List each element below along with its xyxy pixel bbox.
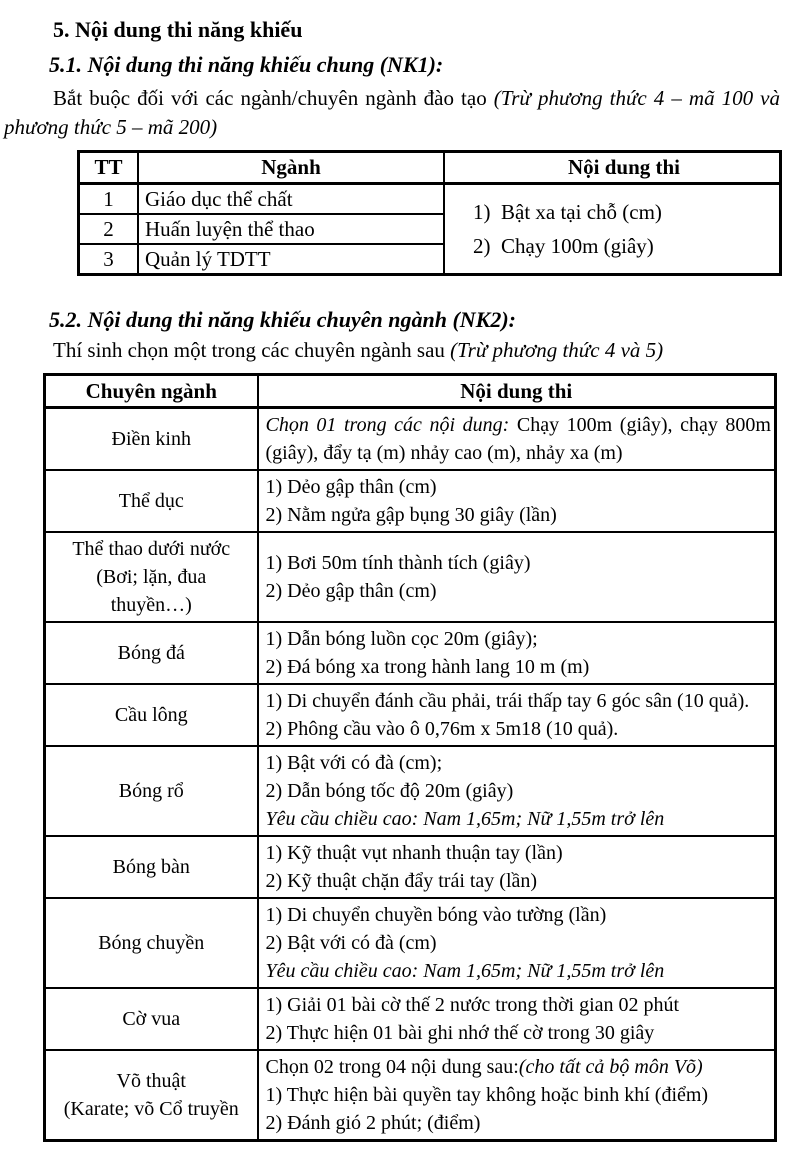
shared-test-content-cell bbox=[444, 184, 781, 275]
text-segment: Yêu cầu chiều cao: Nam 1,65m; Nữ 1,55m trở lên bbox=[265, 808, 665, 830]
header-row bbox=[45, 375, 776, 408]
table-row bbox=[45, 684, 776, 746]
specialization-line: Cờ vua bbox=[122, 1008, 181, 1030]
test-content-cell bbox=[258, 746, 776, 836]
specialization-line: Võ thuật bbox=[116, 1070, 186, 1092]
text-segment: 1) Giải 01 bài cờ thế 2 nước trong thời gian 02 phút bbox=[265, 994, 680, 1016]
row-number-cell: 2 bbox=[79, 214, 139, 244]
nk2-table bbox=[43, 373, 777, 1142]
specialization-line: Cầu lông bbox=[114, 704, 188, 726]
specialization-cell bbox=[45, 622, 258, 684]
content-line bbox=[266, 501, 772, 529]
column-header-tt: TT bbox=[79, 152, 139, 184]
section-5-heading: 5. Nội dung thi năng khiếu bbox=[53, 17, 303, 42]
row-number-cell: 3 bbox=[79, 244, 139, 275]
text-segment: 1) Kỹ thuật vụt nhanh thuận tay (lần) bbox=[265, 842, 563, 864]
content-line bbox=[266, 777, 772, 805]
column-header-chuyennganh: Chuyên ngành bbox=[45, 375, 258, 408]
content-line bbox=[266, 653, 772, 681]
section-5-1-heading: 5.1. Nội dung thi năng khiếu chung (NK1): bbox=[49, 52, 444, 77]
text-segment: Yêu cầu chiều cao: Nam 1,65m; Nữ 1,55m trở lên bbox=[265, 960, 665, 982]
table-row bbox=[45, 408, 776, 471]
text-segment: 1) Bật với có đà (cm); bbox=[265, 752, 443, 774]
specialization-cell bbox=[45, 470, 258, 532]
test-content-cell bbox=[258, 532, 776, 622]
header-row bbox=[79, 152, 781, 184]
specialization-cell bbox=[45, 684, 258, 746]
specialization-line: Bóng đá bbox=[117, 642, 185, 664]
content-line bbox=[266, 1053, 772, 1081]
specialization-cell bbox=[45, 836, 258, 898]
text-segment: 1) Dẻo gập thân (cm) bbox=[265, 476, 437, 498]
text-segment: 2) Nằm ngửa gập bụng 30 giây (lần) bbox=[265, 504, 557, 526]
content-line bbox=[266, 715, 772, 743]
text-segment: 1) Di chuyển đánh cầu phải, trái thấp tay 6 góc sân (10 quả). bbox=[265, 690, 750, 712]
specialization-line: Điền kinh bbox=[111, 428, 191, 450]
column-header-noidungthi: Nội dung thi bbox=[258, 375, 776, 408]
content-line bbox=[266, 957, 772, 985]
nk1-table-body bbox=[79, 184, 781, 275]
text-segment: Chọn 01 trong các nội dung: bbox=[265, 414, 517, 436]
text-segment: 2) Dẻo gập thân (cm) bbox=[265, 580, 437, 602]
row-number-cell: 1 bbox=[79, 184, 139, 215]
specialization-cell bbox=[45, 532, 258, 622]
content-line bbox=[266, 687, 772, 715]
specialization-line: Thể thao dưới nước bbox=[72, 538, 231, 560]
text-segment: 1) Dẫn bóng luồn cọc 20m (giây); bbox=[265, 628, 538, 650]
text-segment: 2) Đá bóng xa trong hành lang 10 m (m) bbox=[265, 656, 590, 678]
specialization-line: Bóng rổ bbox=[118, 780, 184, 802]
test-content-cell bbox=[258, 684, 776, 746]
test-content-cell bbox=[258, 988, 776, 1050]
text-segment: 2) Đánh gió 2 phút; (điểm) bbox=[265, 1112, 481, 1134]
specialization-line: Thể dục bbox=[118, 490, 184, 512]
text-segment: Chạy 100m (giây), chạy 800m (giây), đẩy tạ (m) nhảy cao (m), nhảy xa (m) bbox=[265, 414, 771, 464]
content-line bbox=[266, 549, 772, 577]
section-5-2-intro bbox=[4, 336, 780, 365]
section-5-2-heading: 5.2. Nội dung thi năng khiếu chuyên ngành (NK2): bbox=[49, 307, 516, 332]
text-segment: 2) Bật với có đà (cm) bbox=[265, 932, 437, 954]
content-line bbox=[266, 1081, 772, 1109]
text-segment: 1) Thực hiện bài quyền tay không hoặc binh khí (điểm) bbox=[265, 1084, 709, 1106]
specialization-cell bbox=[45, 746, 258, 836]
specialization-cell bbox=[45, 898, 258, 988]
content-line bbox=[266, 1019, 772, 1047]
content-line bbox=[266, 929, 772, 957]
column-header-noidungthi: Nội dung thi bbox=[444, 152, 781, 184]
table-row bbox=[45, 1050, 776, 1141]
text-segment: 2) Phông cầu vào ô 0,76m x 5m18 (10 quả). bbox=[265, 718, 619, 740]
table-row bbox=[45, 898, 776, 988]
content-line bbox=[266, 473, 772, 501]
content-line: 2) Chạy 100m (giây) bbox=[473, 234, 654, 258]
major-name-cell: Giáo dục thể chất bbox=[138, 184, 444, 215]
specialization-line: (Karate; võ Cổ truyền bbox=[63, 1098, 239, 1120]
specialization-line: thuyền…) bbox=[110, 594, 192, 616]
intro-text: Bắt buộc đối với các ngành/chuyên ngành đào tạo bbox=[53, 86, 494, 110]
content-line bbox=[266, 839, 772, 867]
test-content-cell bbox=[258, 1050, 776, 1141]
specialization-cell bbox=[45, 408, 258, 471]
text-segment: 2) Dẫn bóng tốc độ 20m (giây) bbox=[265, 780, 514, 802]
test-content-cell bbox=[258, 898, 776, 988]
test-content-cell bbox=[258, 470, 776, 532]
table-row bbox=[45, 836, 776, 898]
content-line bbox=[266, 991, 772, 1019]
text-segment: 1) Di chuyển chuyền bóng vào tường (lần) bbox=[265, 904, 607, 926]
nk1-table bbox=[77, 150, 782, 276]
intro-note: (Trừ phương thức 4 – mã 100 và phương thức 5 – mã 200) bbox=[4, 86, 780, 139]
test-content-cell bbox=[258, 408, 776, 471]
table-row bbox=[79, 184, 781, 215]
specialization-line: Bóng bàn bbox=[112, 856, 190, 878]
content-line bbox=[266, 867, 772, 895]
table-row bbox=[45, 622, 776, 684]
table-row bbox=[45, 746, 776, 836]
nk2-table-header bbox=[45, 375, 776, 408]
content-line bbox=[266, 805, 772, 833]
content-line bbox=[266, 577, 772, 605]
section-5-1-intro bbox=[4, 84, 780, 142]
table-row bbox=[45, 532, 776, 622]
specialization-line: (Bơi; lặn, đua bbox=[96, 566, 207, 588]
specialization-cell bbox=[45, 1050, 258, 1141]
test-content-cell bbox=[258, 836, 776, 898]
specialization-cell bbox=[45, 988, 258, 1050]
major-name-cell: Quản lý TDTT bbox=[138, 244, 444, 275]
specialization-line: Bóng chuyền bbox=[98, 932, 205, 954]
major-name-cell: Huấn luyện thể thao bbox=[138, 214, 444, 244]
text-segment: (cho tất cả bộ môn Võ) bbox=[518, 1056, 703, 1078]
nk2-table-body bbox=[45, 408, 776, 1141]
table-row bbox=[45, 988, 776, 1050]
content-line bbox=[266, 625, 772, 653]
test-content-cell bbox=[258, 622, 776, 684]
text-segment: 2) Thực hiện 01 bài ghi nhớ thế cờ trong 30 giây bbox=[265, 1022, 655, 1044]
intro-text: Thí sinh chọn một trong các chuyên ngành sau bbox=[53, 338, 451, 362]
text-segment: 1) Bơi 50m tính thành tích (giây) bbox=[265, 552, 531, 574]
text-segment: 2) Kỹ thuật chặn đẩy trái tay (lần) bbox=[265, 870, 538, 892]
nk1-table-header bbox=[79, 152, 781, 184]
content-line: 1) Bật xa tại chỗ (cm) bbox=[473, 200, 662, 224]
content-line bbox=[266, 901, 772, 929]
content-line bbox=[266, 1109, 772, 1137]
content-line bbox=[266, 749, 772, 777]
intro-note: (Trừ phương thức 4 và 5) bbox=[450, 338, 664, 362]
column-header-nganh: Ngành bbox=[138, 152, 444, 184]
content-line bbox=[266, 411, 772, 467]
text-segment: Chọn 02 trong 04 nội dung sau: bbox=[265, 1056, 519, 1078]
table-row bbox=[45, 470, 776, 532]
